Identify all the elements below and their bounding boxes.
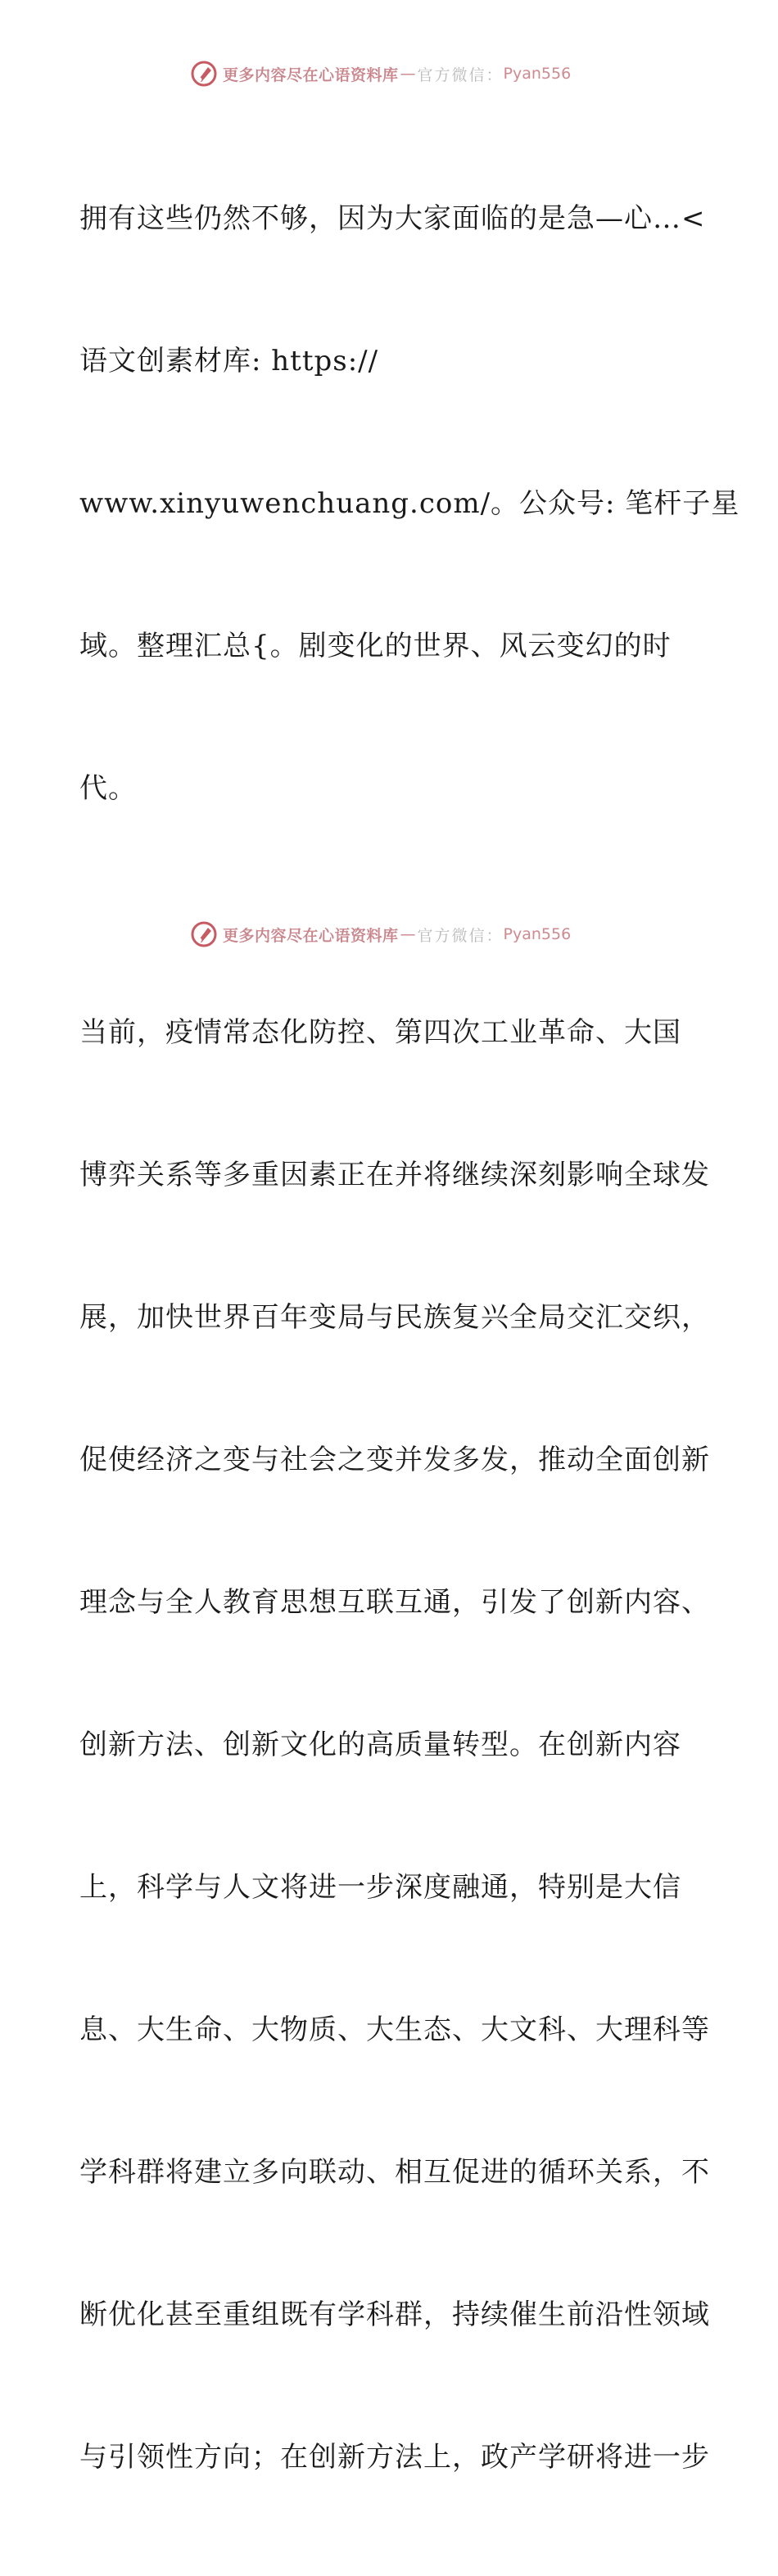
document-body [79,100,740,2576]
pen-nib-logo-icon [190,60,218,88]
text-line: 上，科学与人文将进一步深度融通，特别是大信 [79,1871,681,1904]
text-line: 语文创素材库: https:// [79,345,379,377]
text-line: www.xinyuwenchuang.com/。公众号: 笔杆子星 [79,487,740,520]
text-line: 理念与全人教育思想互联互通，引发了创新内容、 [79,1586,710,1619]
banner-text: 更多内容尽在心语资料库 [223,926,399,945]
banner-separator: — [400,925,416,943]
banner-handle: Pyan556 [503,65,572,83]
text-line: 息、大生命、大物质、大生态、大文科、大理科等 [79,2013,710,2046]
text-line: 当前，疫情常态化防控、第四次工业革命、大国 [79,1016,681,1049]
text-line: 断优化甚至重组既有学科群，持续催生前沿性领域 [79,2298,710,2331]
paragraph-1 [79,100,740,907]
text-line: 博弈关系等多重因素正在并将继续深刻影响全球发 [79,1159,710,1191]
text-line: 与引领性方向；在创新方法上，政产学研将进一步 [79,2441,710,2474]
text-line: 创新方法、创新文化的高质量转型。在创新内容 [79,1729,681,1761]
banner-separator: — [400,65,416,83]
text-line: 域。整理汇总{。剧变化的世界、风云变幻的时 [79,630,672,662]
text-line: 拥有这些仍然不够，因为大家面临的是急—心…< [79,202,706,235]
paragraph-2 [79,914,710,2576]
banner-label: 官方微信： [417,926,504,945]
footer-banner [190,920,599,948]
pen-nib-logo-icon [190,920,218,948]
banner-label: 官方微信： [417,66,504,84]
text-line: 展，加快世界百年变局与民族复兴全局交汇交织， [79,1301,710,1334]
banner-text: 更多内容尽在心语资料库 [223,66,399,84]
banner-handle: Pyan556 [503,925,572,943]
text-line: 促使经济之变与社会之变并发多发，推动全面创新 [79,1444,710,1476]
text-line: 学科群将建立多向联动、相互促进的循环关系，不 [79,2156,710,2189]
text-line: 代。 [79,772,137,805]
header-banner [190,60,599,88]
